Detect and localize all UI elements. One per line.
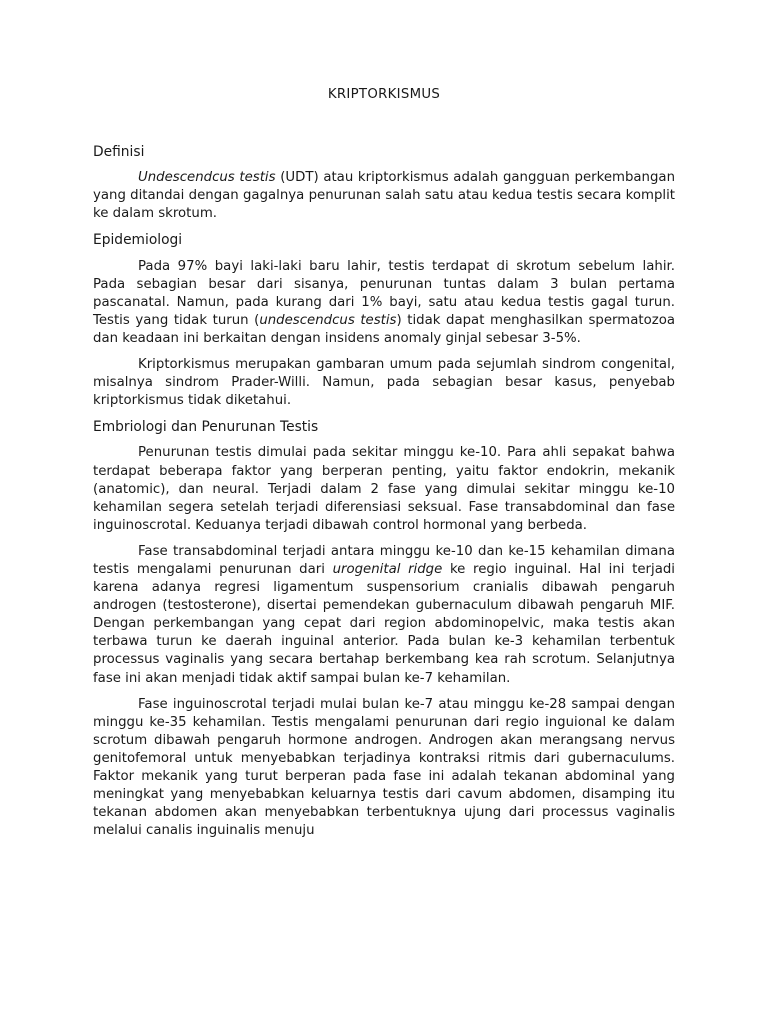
paragraph-epidemiologi-2: Kriptorkismus merupakan gambaran umum pada sejumlah sindrom congenital, misalnya sindrom Prader-Willi. Namun, pada sebagian besar kasus, penyebab kriptorkismus tidak diketahui. <box>93 357 675 409</box>
paragraph-embriologi-3: Fase inguinoscrotal terjadi mulai bulan ke-7 atau minggu ke-28 sampai dengan minggu ke-35 kehamilan. Testis mengalami penurunan dari regio inguional ke dalam scrotum dibawah pengaruh hormone androgen. Androgen akan merangsang nervus genitofemoral untuk menyebabkan terjadinya kontraksi ritmis dari gubernaculums. Faktor mekanik yang turut berperan pada fase ini adalah tekanan abdominal yang meningkat yang menyebabkan keluarnya testis dari cavum abdomen, disamping itu tekanan abdomen akan menyebabkan terbentuknya ujung dari processus vaginalis melalui canalis inguinalis menuju <box>93 696 675 839</box>
section-heading-definisi: Definisi <box>93 144 145 161</box>
paragraph-embriologi-2 <box>93 543 675 688</box>
paragraph-text: ) tidak dapat menghasilkan spermatozoa dan keadaan ini berkaitan dengan insidens anomaly ginjal sebesar 3-5%. <box>93 312 675 346</box>
paragraph-text: (UDT) atau kriptorkismus adalah gangguan perkembangan yang ditandai dengan gagalnya penurunan salah satu atau kedua testis secara komplit ke dalam skrotum. <box>93 170 675 222</box>
italic-term: urogenital ridge <box>332 561 443 577</box>
paragraph-embriologi-1: Penurunan testis dimulai pada sekitar minggu ke-10. Para ahli sepakat bahwa terdapat beberapa faktor yang berperan penting, yaitu faktor endokrin, mekanik (anatomic), dan neural. Terjadi dalam 2 fase yang dimulai sekitar minggu ke-10 kehamilan segera setelah terjadi diferensiasi seksual. Fase transabdominal dan fase inguinoscrotal. Keduanya terjadi dibawah control hormonal yang berbeda. <box>93 445 675 533</box>
section-heading-embriologi: Embriologi dan Penurunan Testis <box>93 419 319 436</box>
paragraph-epidemiologi-1 <box>93 258 675 348</box>
paragraph-text: ke regio inguinal. Hal ini terjadi karena adanya regresi ligamentum suspensorium cranialis dibawah pengaruh androgen (testosterone), disertai pemendekan gubernaculum dibawah pengaruh MIF. Dengan perkembangan yang cepat dari region abdominopelvic, maka testis akan terbawa turun ke daerah inguinal anterior. Pada bulan ke-3 kehamilan terbentuk processus vaginalis yang secara bertahap berkembang kea rah scrotum. Selanjutnya fase ini akan menjadi tidak aktif sampai bulan ke-7 kehamilan. <box>93 561 675 686</box>
document-title: KRIPTORKISMUS <box>327 87 441 102</box>
italic-term: undescendcus testis <box>259 312 397 328</box>
section-heading-epidemiologi: Epidemiologi <box>93 232 183 249</box>
paragraph-text: Fase transabdominal terjadi antara minggu ke-10 dan ke-15 kehamilan dimana testis mengalami penurunan dari <box>93 543 675 577</box>
paragraph-definisi <box>93 169 675 223</box>
document-page <box>93 86 675 848</box>
paragraph-text: Pada 97% bayi laki-laki baru lahir, testis terdapat di skrotum sebelum lahir. Pada sebagian besar dari sisanya, penurunan tuntas dalam 3 bulan pertama pascanatal. Namun, pada kurang dari 1% bayi, satu atau kedua testis gagal turun. Testis yang tidak turun ( <box>93 258 675 328</box>
italic-term: Undescendcus testis <box>138 170 276 186</box>
